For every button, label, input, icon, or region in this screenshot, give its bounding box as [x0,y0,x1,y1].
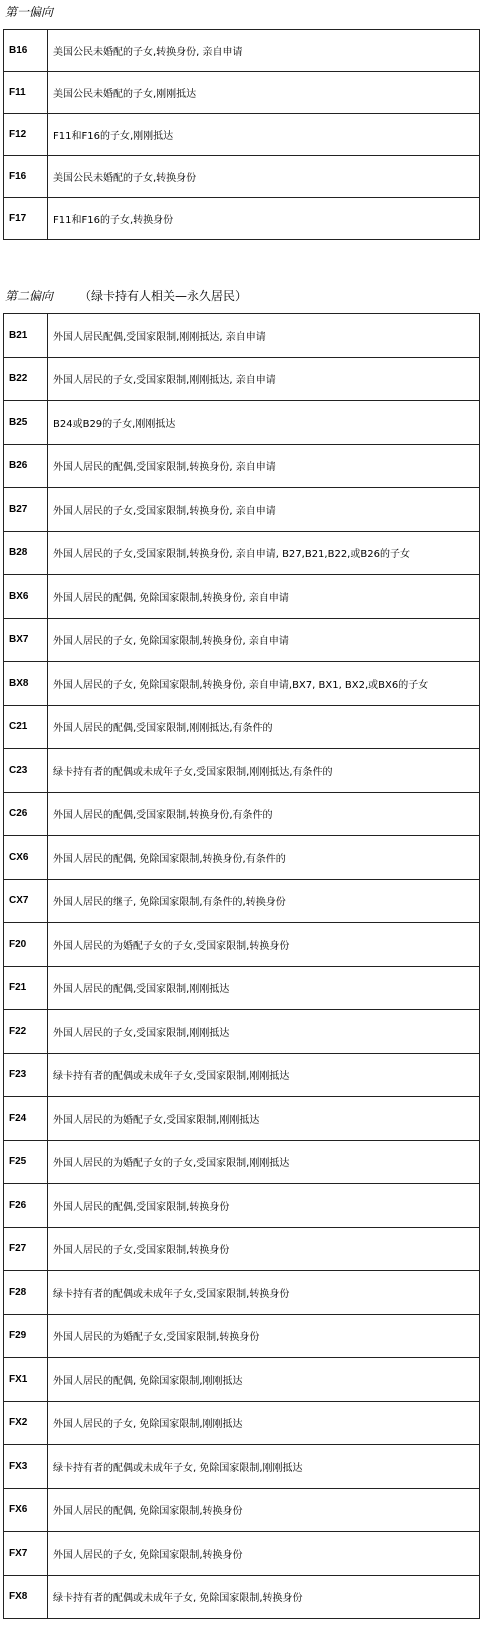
visa-description-cell: 绿卡持有者的配偶或未成年子女,受国家限制,刚刚抵达,有条件的 [48,749,480,793]
table-row [4,1575,480,1619]
table-row [4,72,480,114]
table-row [4,314,480,358]
visa-code-cell: F29 [4,1314,48,1358]
visa-code-cell: F27 [4,1227,48,1271]
table-row [4,1227,480,1271]
section1-title: 第一偏向 [5,5,54,19]
visa-description-cell: 绿卡持有者的配偶或未成年子女,受国家限制,转换身份 [48,1271,480,1315]
visa-description-cell: 外国人居民的配偶,受国家限制,转换身份,有条件的 [48,792,480,836]
visa-code-cell: BX8 [4,662,48,706]
visa-description-cell: 外国人居民的子女, 免除国家限制,转换身份 [48,1532,480,1576]
visa-description-cell: 绿卡持有者的配偶或未成年子女, 免除国家限制,刚刚抵达 [48,1445,480,1489]
table-row [4,1010,480,1054]
table-row [4,1532,480,1576]
visa-description-cell: F11和F16的子女,刚刚抵达 [48,114,480,156]
visa-code-cell: B16 [4,30,48,72]
visa-code-cell: B25 [4,401,48,445]
visa-code-cell: F11 [4,72,48,114]
visa-code-cell: B28 [4,531,48,575]
table-row [4,1184,480,1228]
table-row [4,575,480,619]
table-row [4,198,480,240]
visa-description-cell: 外国人居民的子女, 免除国家限制,刚刚抵达 [48,1401,480,1445]
section2-table-body [4,314,480,1619]
visa-code-cell: C23 [4,749,48,793]
visa-description-cell: 外国人居民的配偶, 免除国家限制,转换身份, 亲自申请 [48,575,480,619]
table-row [4,705,480,749]
table-row [4,618,480,662]
visa-description-cell: 外国人居民配偶,受国家限制,刚刚抵达, 亲自申请 [48,314,480,358]
table-row [4,879,480,923]
visa-description-cell: 外国人居民的为婚配子女,受国家限制,转换身份 [48,1314,480,1358]
visa-code-cell: C21 [4,705,48,749]
visa-code-cell: F26 [4,1184,48,1228]
table-row [4,923,480,967]
section2-title: 第二偏向 [5,289,54,303]
visa-code-cell: F22 [4,1010,48,1054]
table-row [4,1358,480,1402]
table-row [4,1053,480,1097]
table-row [4,488,480,532]
visa-description-cell: 绿卡持有者的配偶或未成年子女,受国家限制,刚刚抵达 [48,1053,480,1097]
visa-code-cell: FX7 [4,1532,48,1576]
section2-note: （绿卡持有人相关—永久居民） [79,289,248,303]
table-row [4,1314,480,1358]
visa-code-cell: FX6 [4,1488,48,1532]
table-row [4,836,480,880]
visa-description-cell: 外国人居民的子女, 免除国家限制,转换身份, 亲自申请 [48,618,480,662]
table-row [4,1488,480,1532]
section2-table [3,313,480,1619]
table-row [4,749,480,793]
table-row [4,662,480,706]
visa-code-cell: FX8 [4,1575,48,1619]
table-row [4,1097,480,1141]
visa-description-cell: 外国人居民的为婚配子女,受国家限制,刚刚抵达 [48,1097,480,1141]
visa-code-cell: F28 [4,1271,48,1315]
visa-code-cell: F23 [4,1053,48,1097]
visa-description-cell: 外国人居民的配偶, 免除国家限制,转换身份 [48,1488,480,1532]
visa-description-cell: 美国公民未婚配的子女,转换身份, 亲自申请 [48,30,480,72]
visa-code-cell: F16 [4,156,48,198]
visa-code-cell: C26 [4,792,48,836]
section1-heading [5,5,53,19]
visa-description-cell: B24或B29的子女,刚刚抵达 [48,401,480,445]
table-row [4,30,480,72]
table-row [4,1445,480,1489]
visa-description-cell: 绿卡持有者的配偶或未成年子女, 免除国家限制,转换身份 [48,1575,480,1619]
table-row [4,156,480,198]
visa-description-cell: 外国人居民的配偶,受国家限制,转换身份, 亲自申请 [48,444,480,488]
visa-code-cell: F21 [4,966,48,1010]
visa-code-cell: F12 [4,114,48,156]
table-row [4,966,480,1010]
visa-description-cell: 外国人居民的子女, 免除国家限制,转换身份, 亲自申请,BX7, BX1, BX2,或BX6的子女 [48,662,480,706]
section1-table [3,29,480,240]
table-row [4,1401,480,1445]
visa-code-cell: CX7 [4,879,48,923]
section2-heading [5,289,247,303]
visa-description-cell: 外国人居民的子女,受国家限制,转换身份 [48,1227,480,1271]
visa-code-cell: B26 [4,444,48,488]
visa-description-cell: 外国人居民的配偶, 免除国家限制,刚刚抵达 [48,1358,480,1402]
table-row [4,1140,480,1184]
section1-table-body [4,30,480,240]
visa-description-cell: 美国公民未婚配的子女,刚刚抵达 [48,72,480,114]
visa-description-cell: 外国人居民的为婚配子女的子女,受国家限制,刚刚抵达 [48,1140,480,1184]
table-row [4,792,480,836]
visa-code-cell: FX3 [4,1445,48,1489]
visa-description-cell: 外国人居民的继子, 免除国家限制,有条件的,转换身份 [48,879,480,923]
visa-code-cell: F20 [4,923,48,967]
visa-code-cell: B21 [4,314,48,358]
visa-code-cell: BX6 [4,575,48,619]
visa-code-cell: BX7 [4,618,48,662]
visa-code-cell: FX1 [4,1358,48,1402]
visa-description-cell: 外国人居民的子女,受国家限制,刚刚抵达, 亲自申请 [48,357,480,401]
table-row [4,357,480,401]
visa-description-cell: 外国人居民的子女,受国家限制,转换身份, 亲自申请, B27,B21,B22,或B26的子女 [48,531,480,575]
visa-description-cell: 外国人居民的为婚配子女的子女,受国家限制,转换身份 [48,923,480,967]
visa-code-cell: FX2 [4,1401,48,1445]
visa-description-cell: 外国人居民的配偶,受国家限制,刚刚抵达 [48,966,480,1010]
visa-description-cell: 外国人居民的配偶,受国家限制,刚刚抵达,有条件的 [48,705,480,749]
visa-description-cell: 外国人居民的配偶, 免除国家限制,转换身份,有条件的 [48,836,480,880]
table-row [4,531,480,575]
visa-code-cell: F24 [4,1097,48,1141]
visa-description-cell: F11和F16的子女,转换身份 [48,198,480,240]
table-row [4,401,480,445]
table-row [4,1271,480,1315]
visa-code-cell: F25 [4,1140,48,1184]
visa-code-cell: B27 [4,488,48,532]
visa-code-cell: CX6 [4,836,48,880]
visa-description-cell: 美国公民未婚配的子女,转换身份 [48,156,480,198]
table-row [4,444,480,488]
table-row [4,114,480,156]
visa-description-cell: 外国人居民的配偶,受国家限制,转换身份 [48,1184,480,1228]
visa-code-cell: F17 [4,198,48,240]
visa-description-cell: 外国人居民的子女,受国家限制,转换身份, 亲自申请 [48,488,480,532]
visa-code-cell: B22 [4,357,48,401]
visa-description-cell: 外国人居民的子女,受国家限制,刚刚抵达 [48,1010,480,1054]
